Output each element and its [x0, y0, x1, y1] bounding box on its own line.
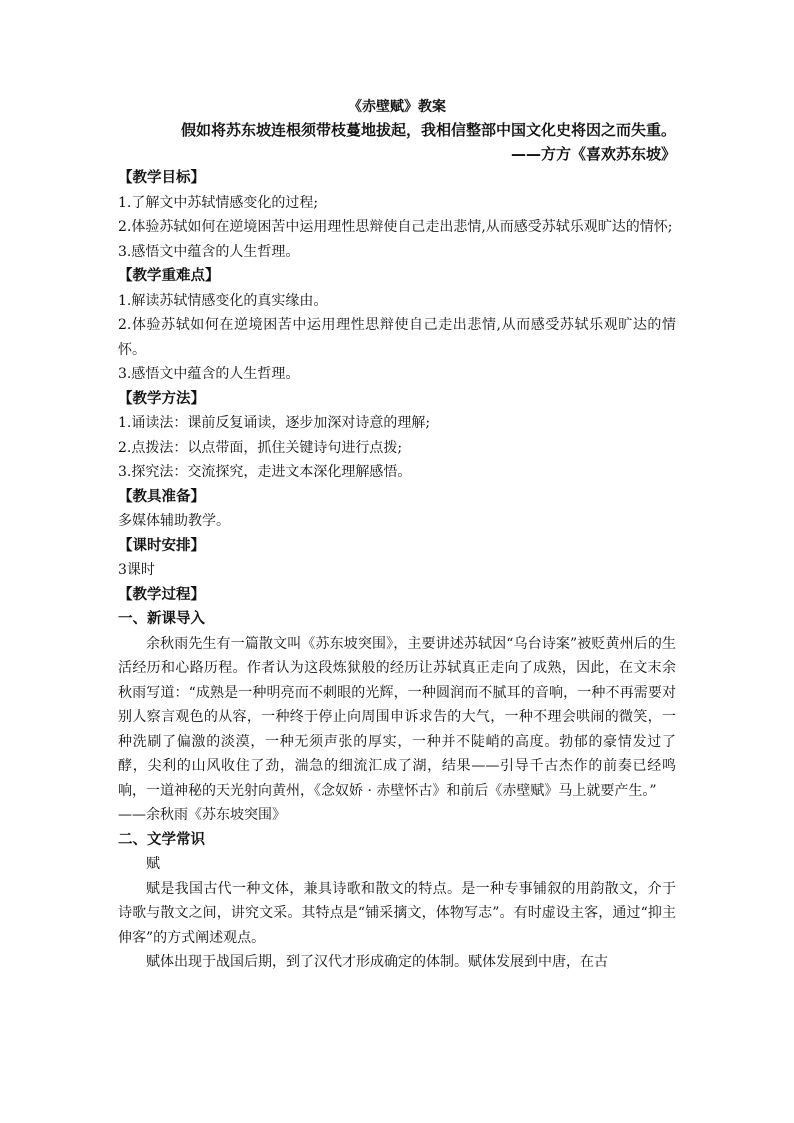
key-point-item: 3.感悟文中蕴含的人生哲理。	[118, 366, 300, 382]
epigraph-source: ——方方《喜欢苏东坡》	[510, 145, 676, 163]
method-item: 3.探究法：交流探究，走进文本深化理解感悟。	[118, 464, 412, 480]
section-heading-goals: 【教学目标】	[118, 170, 205, 186]
section-heading-key-points: 【教学重难点】	[118, 268, 220, 284]
document-title: 《赤壁赋》教案	[348, 99, 446, 115]
intro-source: ——余秋雨《苏东坡突围》	[118, 807, 286, 823]
document-page	[118, 96, 676, 975]
section-heading-schedule: 【课时安排】	[118, 537, 205, 554]
literature-paragraph: 赋体出现于战国后期，到了汉代才形成确定的体制。赋体发展到中唐，在古	[146, 954, 608, 970]
goal-item: 3.感悟文中蕴含的人生哲理。	[118, 243, 300, 260]
key-point-item: 2.体验苏轼如何在逆境困苦中运用理性思辩使自己走出悲情,从而感受苏轼乐观旷达的情怀。	[118, 317, 676, 358]
method-item: 1.诵读法：课前反复诵读，逐步加深对诗意的理解;	[118, 415, 431, 431]
goal-item: 1.了解文中苏轼情感变化的过程;	[118, 194, 319, 211]
key-point-item: 1.解读苏轼情感变化的真实缘由。	[118, 292, 328, 309]
goal-item: 2.体验苏轼如何在逆境困苦中运用理性思辩使自己走出悲情,从而感受苏轼乐观旷达的情怀;	[118, 219, 673, 235]
intro-paragraph: 余秋雨先生有一篇散文叫《苏东坡突围》，主要讲述苏轼因“乌台诗案”被贬黄州后的生活经历和心路历程。作者认为这段炼狱般的经历让苏轼真正走向了成熟，因此，在文末余秋雨写道：“成熟是一种明亮而不刺眼的光辉，一种圆润而不腻耳的音响，一种不再需要对别人察言观色的从容，一种终于停止向周围申诉求告的大气，一种不理会哄闹的微笑，一种洗刷了偏激的淡漠，一种无须声张的厚实，一种并不陡峭的高度。勃郁的豪情发过了酵，尖利的山风收住了劲，湍急的细流汇成了湖，结果——引导千古杰作的前奏已经鸣响，一道神秘的天光射向黄州，《念奴娇 · 赤壁怀古》和前后《赤壁赋》马上就要产生。”	[118, 635, 676, 799]
subsection-heading-intro: 一、新课导入	[118, 611, 205, 627]
section-heading-tools: 【教具准备】	[118, 488, 205, 505]
section-heading-methods: 【教学方法】	[118, 390, 205, 407]
method-item: 2.点拨法：以点带面，抓住关键诗句进行点拨;	[118, 439, 403, 456]
subsection-heading-literature: 二、文学常识	[118, 831, 205, 848]
epigraph: 假如将苏东坡连根须带枝蔓地拔起，我相信整部中国文化史将因之而失重。	[180, 121, 676, 139]
tools-text: 多媒体辅助教学。	[118, 513, 230, 529]
section-heading-process: 【教学过程】	[118, 586, 205, 603]
literature-paragraph: 赋是我国古代一种文体，兼具诗歌和散文的特点。是一种专事铺叙的用韵散文，介于诗歌与散文之间，讲究文采。其特点是“铺采摛文，体物写志”。有时虚设主客，通过“抑主伸客”的方式阐述观点。	[118, 880, 676, 946]
literature-subheading: 赋	[146, 856, 160, 872]
schedule-text: 3课时	[118, 562, 155, 578]
